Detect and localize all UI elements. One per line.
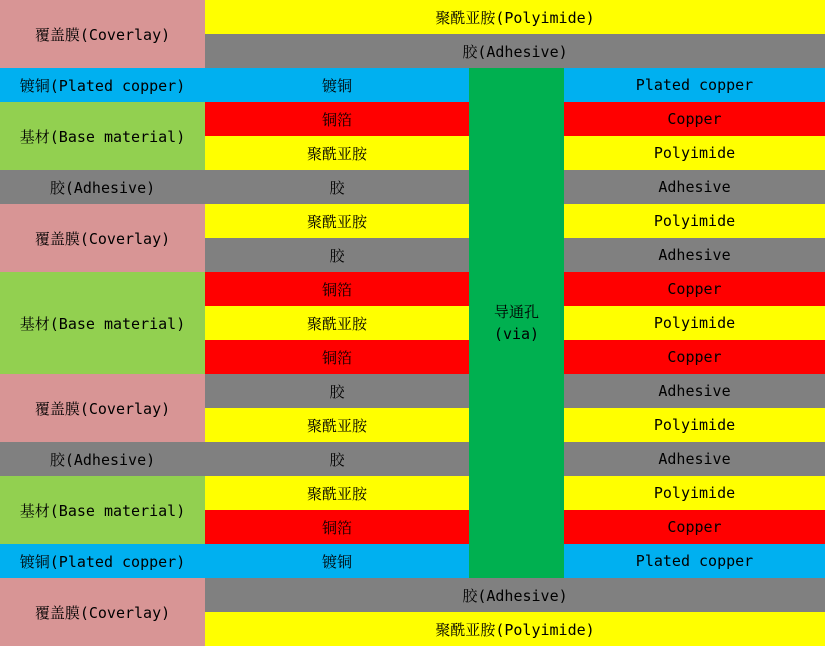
layer-en-polyimide: Polyimide [564, 408, 825, 442]
layer-zh-plated-copper: 镀铜 [205, 544, 469, 578]
layer-en-adhesive: Adhesive [564, 238, 825, 272]
left-label-plated-copper: 镀铜(Plated copper) [0, 68, 205, 102]
via-column [469, 68, 564, 578]
left-label-coverlay: 覆盖膜(Coverlay) [0, 0, 205, 68]
layer-zh-polyimide: 聚酰亚胺 [205, 136, 469, 170]
layer-zh-plated-copper: 镀铜 [205, 68, 469, 102]
via-label-en: (via) [493, 325, 540, 343]
layer-zh-adhesive: 胶 [205, 374, 469, 408]
layer-en-polyimide: Polyimide [564, 204, 825, 238]
layer-en-polyimide: Polyimide [564, 306, 825, 340]
layer-polyimide-full: 聚酰亚胺(Polyimide) [205, 612, 825, 646]
left-label-coverlay: 覆盖膜(Coverlay) [0, 578, 205, 646]
layer-en-polyimide: Polyimide [564, 136, 825, 170]
left-label-coverlay: 覆盖膜(Coverlay) [0, 204, 205, 272]
layer-zh-polyimide: 聚酰亚胺 [205, 204, 469, 238]
left-label-adhesive: 胶(Adhesive) [0, 442, 205, 476]
left-label-base-material: 基材(Base material) [0, 272, 205, 374]
layer-zh-copper: 铜箔 [205, 340, 469, 374]
left-label-base-material: 基材(Base material) [0, 102, 205, 170]
layer-adhesive-full: 胶(Adhesive) [205, 34, 825, 68]
left-label-coverlay: 覆盖膜(Coverlay) [0, 374, 205, 442]
layer-zh-copper: 铜箔 [205, 272, 469, 306]
layer-en-adhesive: Adhesive [564, 442, 825, 476]
layer-en-plated-copper: Plated copper [564, 544, 825, 578]
layer-zh-polyimide: 聚酰亚胺 [205, 306, 469, 340]
left-label-base-material: 基材(Base material) [0, 476, 205, 544]
layer-en-copper: Copper [564, 102, 825, 136]
left-label-adhesive: 胶(Adhesive) [0, 170, 205, 204]
layer-en-plated-copper: Plated copper [564, 68, 825, 102]
layer-zh-copper: 铜箔 [205, 510, 469, 544]
layer-en-copper: Copper [564, 272, 825, 306]
layer-zh-adhesive: 胶 [205, 170, 469, 204]
layer-zh-adhesive: 胶 [205, 238, 469, 272]
layer-en-polyimide: Polyimide [564, 476, 825, 510]
layer-polyimide-full: 聚酰亚胺(Polyimide) [205, 0, 825, 34]
layer-zh-adhesive: 胶 [205, 442, 469, 476]
via-label-zh: 导通孔 [493, 302, 539, 321]
layer-adhesive-full: 胶(Adhesive) [205, 578, 825, 612]
layer-en-adhesive: Adhesive [564, 374, 825, 408]
layer-zh-polyimide: 聚酰亚胺 [205, 476, 469, 510]
left-label-plated-copper: 镀铜(Plated copper) [0, 544, 205, 578]
layer-en-copper: Copper [564, 340, 825, 374]
layer-zh-copper: 铜箔 [205, 102, 469, 136]
layer-en-adhesive: Adhesive [564, 170, 825, 204]
layer-en-copper: Copper [564, 510, 825, 544]
layer-zh-polyimide: 聚酰亚胺 [205, 408, 469, 442]
